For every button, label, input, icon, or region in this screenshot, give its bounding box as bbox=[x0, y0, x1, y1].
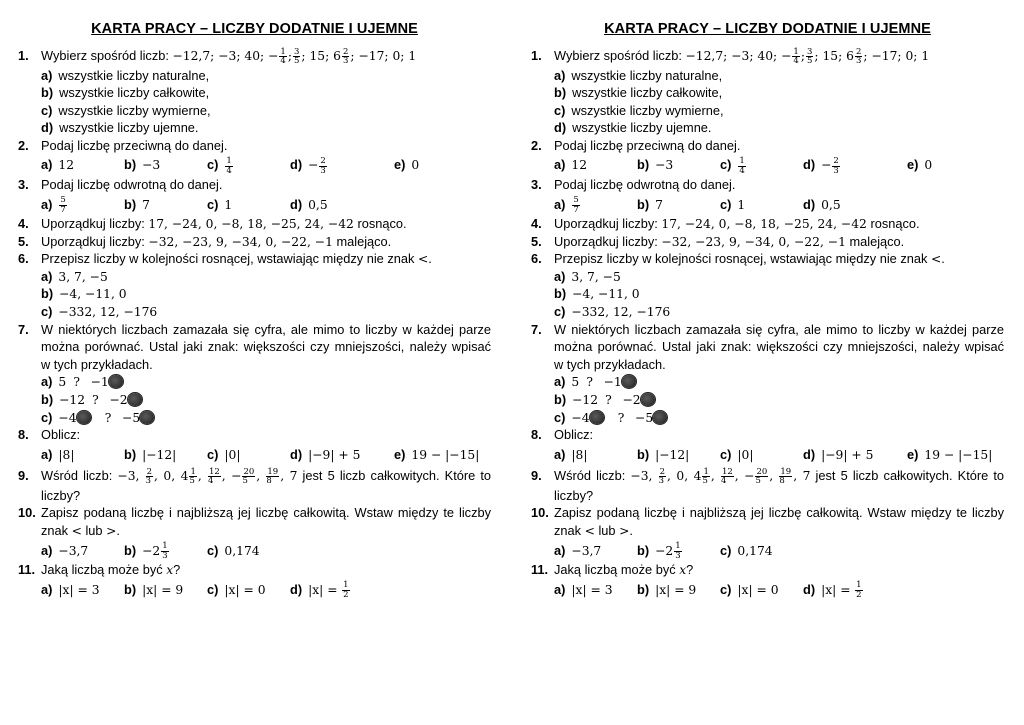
task-1-b: b) wszystkie liczby całkowite, bbox=[41, 85, 210, 101]
task-6-a: a) 3, 7, −5 bbox=[554, 268, 621, 284]
task-10: 10. Zapisz podaną liczbę i najbliższą jej liczbę całkowitą. Wstaw między te liczby bbox=[18, 505, 491, 521]
task-8-answers: a) |8| b) |−12| c) |0| d) |−9| + 5 e) 19 − |−15| bbox=[554, 446, 993, 462]
task-9-line-2: liczby? bbox=[554, 487, 594, 503]
task-5: 5. Uporządkuj liczby: −32, −23, 9, −34, 0, −22, −1 malejąco. bbox=[18, 233, 392, 249]
task-2-answers: a) 12 b) −3 c) $\frac{1}{4}$ d) − $\frac{2}{3}$ e) 0 bbox=[41, 156, 420, 176]
smudge-icon bbox=[641, 393, 655, 406]
task-7-a: a) 5 ? −1 bbox=[531, 373, 1004, 391]
smudge-icon bbox=[77, 411, 91, 424]
task-7-line-2: można porównać. Ustal jaki znak: większości czy mniejszości, należy wpisać bbox=[554, 339, 1004, 355]
task-1: 1. Wybierz spośród liczb: −12,7; −3; 40; − $\frac{1}{4}$ ; $\frac{3}{5}$ ; 15; 6 $\frac{2}{3}$ ; −17; 0; 1 bbox=[531, 46, 930, 67]
task-11-answers: a) |x| = 3 b) |x| = 9 c) |x| = 0 d) |x| = $\frac{1}{2}$ bbox=[554, 580, 862, 600]
task-1-d: d) wszystkie liczby ujemne. bbox=[554, 120, 712, 136]
task-2: 2. Podaj liczbę przeciwną do danej. bbox=[531, 137, 741, 153]
task-9: 9. Wśród liczb: −3, $\frac{2}{3}$ , 0, 4 $\frac{1}{5}$ , $\frac{12}{4}$ , − $\frac{20}{5}$ , $\frac{19}{8}$ , 7 jest 5 liczb całkowitych. Które to bbox=[18, 466, 492, 487]
task-10: 10. Zapisz podaną liczbę i najbliższą jej liczbę całkowitą. Wstaw między te liczby bbox=[531, 505, 1004, 521]
task-1-c: c) wszystkie liczby wymierne, bbox=[554, 102, 724, 118]
smudge-icon bbox=[590, 411, 604, 424]
task-1: 1. Wybierz spośród liczb: −12,7; −3; 40; − $\frac{1}{4}$ ; $\frac{3}{5}$ ; 15; 6 $\frac{2}{3}$ ; −17; 0; 1 bbox=[18, 46, 417, 67]
worksheet-left bbox=[18, 18, 491, 600]
task-6-b: b) −4, −11, 0 bbox=[554, 286, 640, 302]
task-7: 7. W niektórych liczbach zamazała się cyfra, ale mimo to liczby w każdej parze bbox=[18, 321, 491, 337]
task-7-b: b) −12 ? −2 bbox=[531, 391, 1004, 409]
task-7-a: a) 5 ? −1 bbox=[18, 373, 491, 391]
worksheet-title: KARTA PRACY – LICZBY DODATNIE I UJEMNE bbox=[91, 21, 418, 37]
task-8: 8. Oblicz: bbox=[531, 427, 594, 443]
worksheet-right bbox=[531, 18, 1004, 600]
task-6-c: c) −332, 12, −176 bbox=[554, 304, 671, 320]
task-6-a: a) 3, 7, −5 bbox=[41, 268, 108, 284]
task-6: 6. Przepisz liczby w kolejności rosnącej, wstawiając między nie znak <. bbox=[18, 251, 432, 267]
smudge-icon bbox=[622, 375, 636, 388]
task-9: 9. Wśród liczb: −3, $\frac{2}{3}$ , 0, 4 $\frac{1}{5}$ , $\frac{12}{4}$ , − $\frac{20}{5}$ , $\frac{19}{8}$ , 7 jest 5 liczb całkowitych. Które to bbox=[531, 466, 1005, 487]
task-7-c: c) −4 ? −5 bbox=[531, 409, 1004, 427]
task-10-answers: a) −3,7 b) −2 $\frac{1}{3}$ c) 0,174 bbox=[554, 541, 773, 561]
smudge-icon bbox=[128, 393, 142, 406]
task-7-line-2: można porównać. Ustal jaki znak: większości czy mniejszości, należy wpisać bbox=[41, 339, 491, 355]
task-10-line-2: znak < lub >. bbox=[554, 522, 633, 538]
task-3-answers: a) $\frac{5}{7}$ b) 7 c) 1 d) 0,5 bbox=[41, 195, 328, 215]
task-6-b: b) −4, −11, 0 bbox=[41, 286, 127, 302]
task-4: 4. Uporządkuj liczby: 17, −24, 0, −8, 18, −25, 24, −42 rosnąco. bbox=[531, 216, 920, 232]
task-10-line-2: znak < lub >. bbox=[41, 522, 120, 538]
task-1-d: d) wszystkie liczby ujemne. bbox=[41, 120, 199, 136]
task-7-b: b) −12 ? −2 bbox=[18, 391, 491, 409]
task-9-line-2: liczby? bbox=[41, 487, 81, 503]
task-7-line-3: w tych przykładach. bbox=[41, 356, 153, 372]
task-1-a: a) wszystkie liczby naturalne, bbox=[554, 67, 723, 83]
task-7: 7. W niektórych liczbach zamazała się cyfra, ale mimo to liczby w każdej parze bbox=[531, 321, 1004, 337]
task-8: 8. Oblicz: bbox=[18, 427, 81, 443]
task-2-answers: a) 12 b) −3 c) $\frac{1}{4}$ d) − $\frac{2}{3}$ e) 0 bbox=[554, 156, 933, 176]
task-3-answers: a) $\frac{5}{7}$ b) 7 c) 1 d) 0,5 bbox=[554, 195, 841, 215]
task-1-b: b) wszystkie liczby całkowite, bbox=[554, 85, 723, 101]
task-7-line-3: w tych przykładach. bbox=[554, 356, 666, 372]
task-2: 2. Podaj liczbę przeciwną do danej. bbox=[18, 137, 228, 153]
worksheet-title: KARTA PRACY – LICZBY DODATNIE I UJEMNE bbox=[604, 21, 931, 37]
task-10-answers: a) −3,7 b) −2 $\frac{1}{3}$ c) 0,174 bbox=[41, 541, 260, 561]
task-11: 11. Jaką liczbą może być x? bbox=[18, 562, 181, 578]
task-1-c: c) wszystkie liczby wymierne, bbox=[41, 102, 211, 118]
task-5: 5. Uporządkuj liczby: −32, −23, 9, −34, 0, −22, −1 malejąco. bbox=[531, 233, 905, 249]
task-8-answers: a) |8| b) |−12| c) |0| d) |−9| + 5 e) 19 − |−15| bbox=[41, 446, 480, 462]
task-1-a: a) wszystkie liczby naturalne, bbox=[41, 67, 210, 83]
task-4: 4. Uporządkuj liczby: 17, −24, 0, −8, 18, −25, 24, −42 rosnąco. bbox=[18, 216, 407, 232]
smudge-icon bbox=[140, 411, 154, 424]
task-11: 11. Jaką liczbą może być x? bbox=[531, 562, 694, 578]
task-6-c: c) −332, 12, −176 bbox=[41, 304, 158, 320]
task-3: 3. Podaj liczbę odwrotną do danej. bbox=[531, 176, 736, 192]
task-7-c: c) −4 ? −5 bbox=[18, 409, 491, 427]
smudge-icon bbox=[653, 411, 667, 424]
task-3: 3. Podaj liczbę odwrotną do danej. bbox=[18, 176, 223, 192]
smudge-icon bbox=[109, 375, 123, 388]
task-6: 6. Przepisz liczby w kolejności rosnącej, wstawiając między nie znak <. bbox=[531, 251, 945, 267]
task-11-answers: a) |x| = 3 b) |x| = 9 c) |x| = 0 d) |x| = $\frac{1}{2}$ bbox=[41, 580, 349, 600]
